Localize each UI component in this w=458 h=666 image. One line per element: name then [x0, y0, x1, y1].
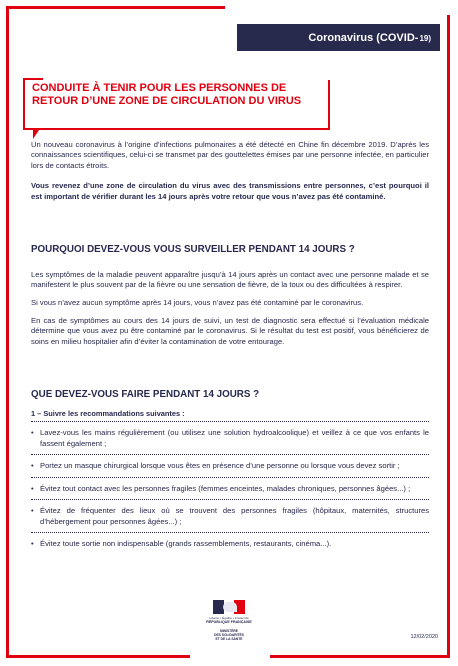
list-item: • Portez un masque chirurgical lorsque vous êtes en présence d’une personne ou lorsque vous devez sortir ; [31, 456, 429, 477]
logo-ministry-1: MINISTÈRE [220, 629, 238, 633]
list-item: • Lavez-vous les mains régulièrement (ou utilisez une solution hydroalcoolique) et veillez à ce que vos enfants le fassent également ; [31, 423, 429, 454]
header-tag [237, 24, 440, 51]
why-paragraph-3: En cas de symptômes au cours des 14 jours de suivi, un test de diagnostic sera effectué si l’évaluation médicale détermine que vous avez pu être contaminé par le coronavirus. Si le résultat du test est positif, vous bénéficierez de soins en milieu hospitalier afin d’éviter la contamination de votre entourage. [31, 316, 429, 346]
intro-warning: Vous revenez d’une zone de circulation du virus avec des transmissions entre personnes, c’est pourquoi il est important de vérifier durant les 14 jours après votre retour que vous n’avez pas été contaminé. [31, 181, 429, 201]
list-item: • Évitez toute sortie non indispensable (grands rassemblements, restaurants, cinéma...). [31, 534, 429, 555]
list-item: • Évitez de fréquenter des lieux où se trouvent des personnes fragiles (hôpitaux, maternités, structures d’hébergement pour personnes âgées...) ; [31, 501, 429, 532]
logo-ministry-2: DES SOLIDARITÉS [214, 633, 244, 637]
intro-paragraph: Un nouveau coronavirus à l’origine d’infections pulmonaires a été détecté en Chine fin décembre 2019. D’après les connaissances scientifiques, celui-ci se transmet par des gouttelettes émises par une personne infectée, en particulier lors de contacts étroits. [31, 140, 429, 170]
why-section [31, 262, 429, 355]
why-paragraph-2: Si vous n’avez aucun symptôme après 14 jours, vous n’avez pas été contaminé par le coronavirus. [31, 298, 364, 307]
document-date: 12/02/2020 [410, 634, 438, 640]
why-paragraph-1: Les symptômes de la maladie peuvent apparaître jusqu’à 14 jours après un contact avec une personne malade et se manifestent le plus souvent par de la fièvre ou une sensation de fièvre, de la toux ou des difficultées à respirer. [31, 269, 429, 289]
what-heading: QUE DEVEZ-VOUS FAIRE PENDANT 14 JOURS ? [31, 389, 260, 400]
logo-motto: Liberté • Égalité • Fraternité [209, 616, 249, 620]
header-tag-main: Coronavirus (COVID- [308, 31, 419, 44]
list-item: • Évitez tout contact avec les personnes fragiles (femmes enceintes, malades chroniques, personnes âgées...) ; [31, 479, 429, 500]
ministry-logo [199, 600, 259, 654]
why-heading: POURQUOI DEVEZ-VOUS VOUS SURVEILLER PENDANT 14 JOURS ? [31, 244, 355, 255]
recommendations-subheading: 1 – Suivre les recommandations suivantes : [31, 409, 185, 418]
flag-icon [213, 600, 245, 614]
header-tag-number: 19) [419, 34, 431, 43]
logo-republic: RÉPUBLIQUE FRANÇAISE [206, 620, 252, 624]
page-title: CONDUITE À TENIR POUR LES PERSONNES DE RETOUR D’UNE ZONE DE CIRCULATION DU VIRUS [32, 82, 302, 107]
intro-section [31, 140, 429, 202]
logo-ministry-3: ET DE LA SANTÉ [215, 637, 243, 641]
frame-gap [225, 3, 451, 15]
marianne-icon [223, 602, 237, 612]
recommendations-list [31, 421, 429, 555]
